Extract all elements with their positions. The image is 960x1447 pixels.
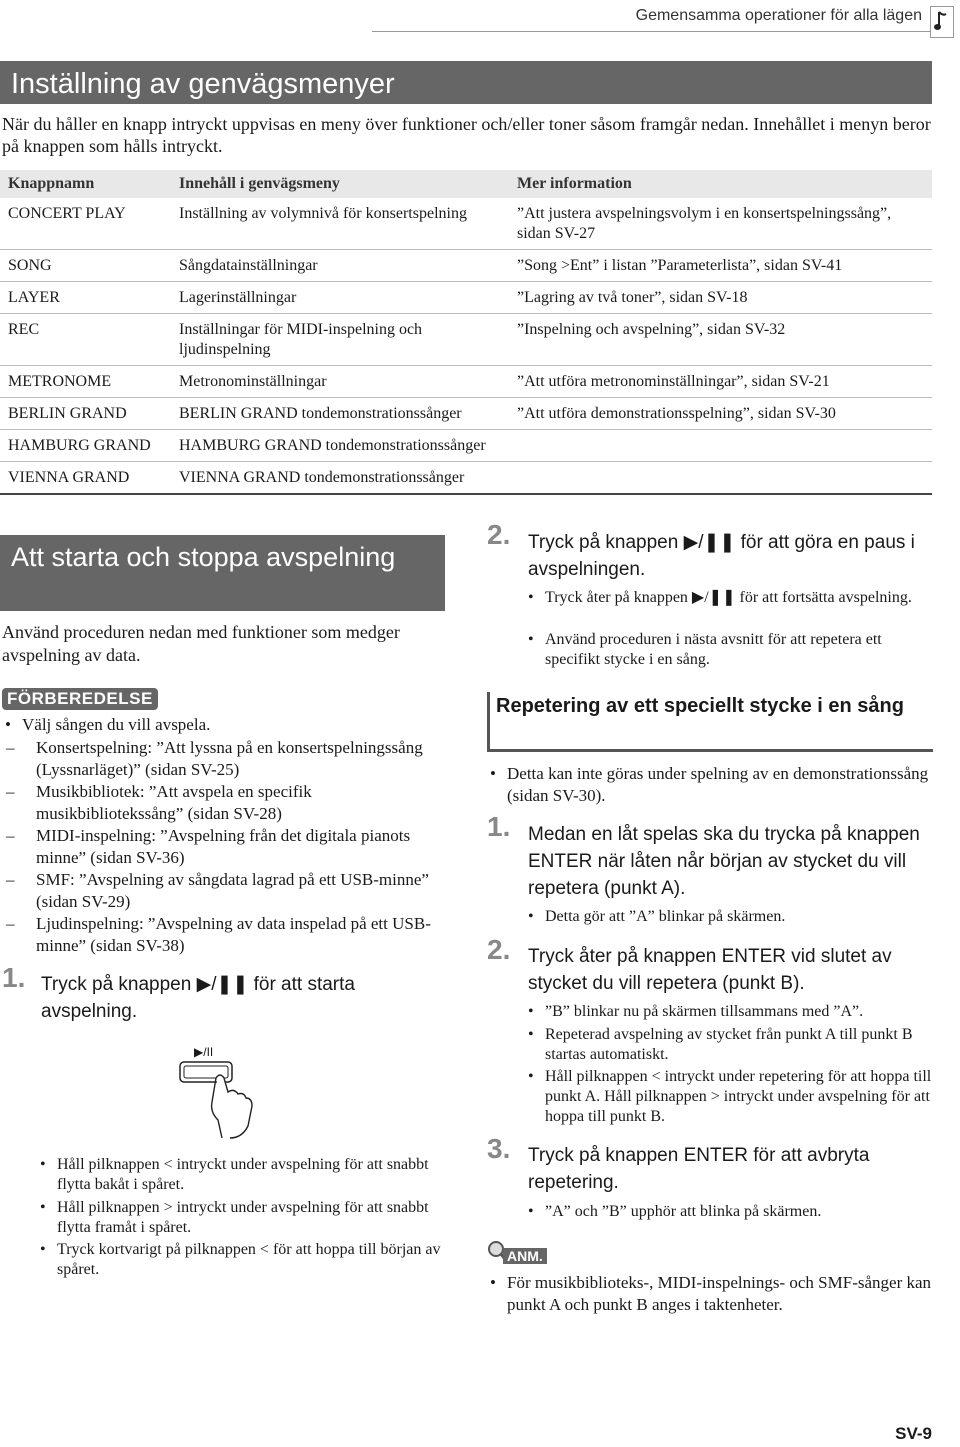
- list-item: • Använd proceduren i nästa avsnitt för att repetera ett specifikt stycke i en sång.: [528, 631, 882, 668]
- list-item: • Tryck kortvarigt på pilknappen < för att hoppa till början av spåret.: [40, 1241, 441, 1278]
- menu-content: VIENNA GRAND tondemonstrationssånger: [171, 462, 509, 495]
- hand-press-icon: [176, 1042, 266, 1142]
- repeat-step-3: Tryck på knappen ENTER för att avbryta repetering.: [528, 1145, 870, 1193]
- list-item: • För musikbiblioteks-, MIDI-inspelnings- och SMF-sånger kan punkt A och punkt B anges i taktenheter.: [490, 1273, 932, 1314]
- more-info: ”Song >Ent” i listan ”Parameterlista”, sidan SV-41: [509, 250, 932, 282]
- page-number: SV-9: [895, 1424, 932, 1443]
- menu-content: Inställningar för MIDI-inspelning och ljudinspelning: [171, 314, 509, 366]
- list-item: • Repeterad avspelning av stycket från punkt A till punkt B startas automatiskt.: [528, 1026, 913, 1063]
- button-name: BERLIN GRAND: [0, 398, 171, 430]
- repeat-subsection-title: Repetering av ett speciellt stycke i en sång: [487, 692, 933, 752]
- more-info: ”Lagring av två toner”, sidan SV-18: [509, 282, 932, 314]
- step-number: 2.: [487, 934, 511, 965]
- more-info: ”Att utföra metronominställningar”, sidan SV-21: [509, 366, 932, 398]
- menu-content: HAMBURG GRAND tondemonstrationssånger: [171, 430, 509, 462]
- menu-content: Inställning av volymnivå för konsertspelning: [179, 205, 467, 222]
- menu-content: Sångdatainställningar: [171, 250, 509, 282]
- table-row: [0, 198, 932, 250]
- prep-badge: FÖRBEREDELSE: [2, 688, 158, 710]
- repeat-step-2: Tryck åter på knappen ENTER vid slutet av stycket du vill repetera (punkt B).: [528, 946, 892, 994]
- note-block: [487, 1240, 543, 1271]
- more-info: ”Att utföra demonstrationsspelning”, sidan SV-30: [509, 398, 932, 430]
- button-name: SONG: [0, 250, 171, 282]
- table-row: [0, 250, 932, 282]
- table-row: [0, 430, 932, 462]
- list-item: • Håll pilknappen > intryckt under avspelning för att snabbt flytta framåt i spåret.: [40, 1199, 429, 1236]
- list-item: • ”B” blinkar nu på skärmen tillsammans med ”A”.: [528, 1003, 864, 1020]
- table-row: [0, 462, 932, 495]
- shortcut-menu-table: [0, 170, 932, 495]
- list-item: • Håll pilknappen < intryckt under repetering för att hoppa till punkt A. Håll pilknappen > intryckt under avspelning för att hoppa till punkt B.: [528, 1068, 932, 1125]
- button-name: LAYER: [0, 282, 171, 314]
- button-name: HAMBURG GRAND: [0, 430, 171, 462]
- list-item: – Musikbibliotek: ”Att avspela en specifik musikbibliotekssång” (sidan SV-28): [6, 782, 312, 823]
- list-item: • Detta gör att ”A” blinkar på skärmen.: [528, 908, 786, 925]
- list-item: • Detta kan inte göras under spelning av en demonstrationssång (sidan SV-30).: [490, 764, 929, 805]
- step-number: 2.: [487, 519, 511, 550]
- list-item: – Konsertspelning: ”Att lyssna på en konsertspelningssång (Lyssnarläget)” (sidan SV-25): [6, 738, 423, 779]
- header-rule: [372, 31, 930, 32]
- list-item: • Håll pilknappen < intryckt under avspelning för att snabbt flytta bakåt i spåret.: [40, 1156, 429, 1193]
- table-row: [0, 366, 932, 398]
- note-label: ANM.: [503, 1248, 547, 1264]
- button-name: VIENNA GRAND: [0, 462, 171, 495]
- prep-dash-list: [6, 737, 452, 957]
- list-item: • ”A” och ”B” upphör att blinka på skärmen.: [528, 1203, 822, 1220]
- more-info: [509, 462, 932, 495]
- col-header: Mer information: [509, 170, 932, 198]
- more-info: [509, 430, 932, 462]
- section-title: Inställning av genvägsmenyer: [0, 61, 932, 104]
- play-button-illustration: [176, 1042, 266, 1142]
- playback-section-title: Att starta och stoppa avspelning: [0, 535, 445, 611]
- menu-content: BERLIN GRAND tondemonstrationssånger: [171, 398, 509, 430]
- step-number: 3.: [487, 1133, 511, 1164]
- play-pause-label: ▶/II: [194, 1045, 214, 1059]
- button-name: CONCERT PLAY: [8, 205, 126, 222]
- list-item: – Ljudinspelning: ”Avspelning av data inspelad på ett USB-minne” (sidan SV-38): [6, 914, 431, 955]
- menu-content: Lagerinställningar: [171, 282, 509, 314]
- table-row: [0, 398, 932, 430]
- step-2: Tryck på knappen ▶/❚❚ för att göra en paus i avspelningen.: [528, 532, 915, 580]
- prep-bullet: • Välj sången du vill avspela.: [5, 715, 211, 734]
- playback-intro: Använd proceduren nedan med funktioner som medger avspelning av data.: [2, 622, 400, 665]
- list-item: – MIDI-inspelning: ”Avspelning från det digitala pianots minne” (sidan SV-36): [6, 826, 411, 867]
- more-info: ”Inspelning och avspelning”, sidan SV-32: [509, 314, 932, 366]
- list-item: • Tryck åter på knappen ▶/❚❚ för att fortsätta avspelning.: [528, 589, 912, 606]
- button-name: REC: [0, 314, 171, 366]
- more-info: ”Att justera avspelningsvolym i en konsertspelningssång”, sidan SV-27: [517, 205, 892, 242]
- repeat-step-1: Medan en låt spelas ska du trycka på knappen ENTER när låten når början av stycket du vill repetera (punkt A).: [528, 824, 920, 899]
- table-row: [0, 314, 932, 366]
- page-header: [0, 0, 960, 34]
- table-row: [0, 282, 932, 314]
- header-title: Gemensamma operationer för alla lägen: [635, 7, 922, 24]
- col-header: Innehåll i genvägsmeny: [171, 170, 509, 198]
- step-number: 1.: [487, 811, 511, 842]
- col-header: Knappnamn: [0, 170, 171, 198]
- music-note-icon: [930, 6, 954, 38]
- menu-content: Metronominställningar: [171, 366, 509, 398]
- button-name: METRONOME: [0, 366, 171, 398]
- step-1: Tryck på knappen ▶/❚❚ för att starta avspelning.: [41, 974, 355, 1022]
- list-item: – SMF: ”Avspelning av sångdata lagrad på ett USB-minne” (sidan SV-29): [6, 870, 429, 911]
- step-number: 1.: [2, 962, 26, 993]
- section-intro: När du håller en knapp intryckt uppvisas en meny över funktioner och/eller toner såsom framgår nedan. Innehållet i menyn beror på knappen som hålls intryckt.: [2, 114, 931, 156]
